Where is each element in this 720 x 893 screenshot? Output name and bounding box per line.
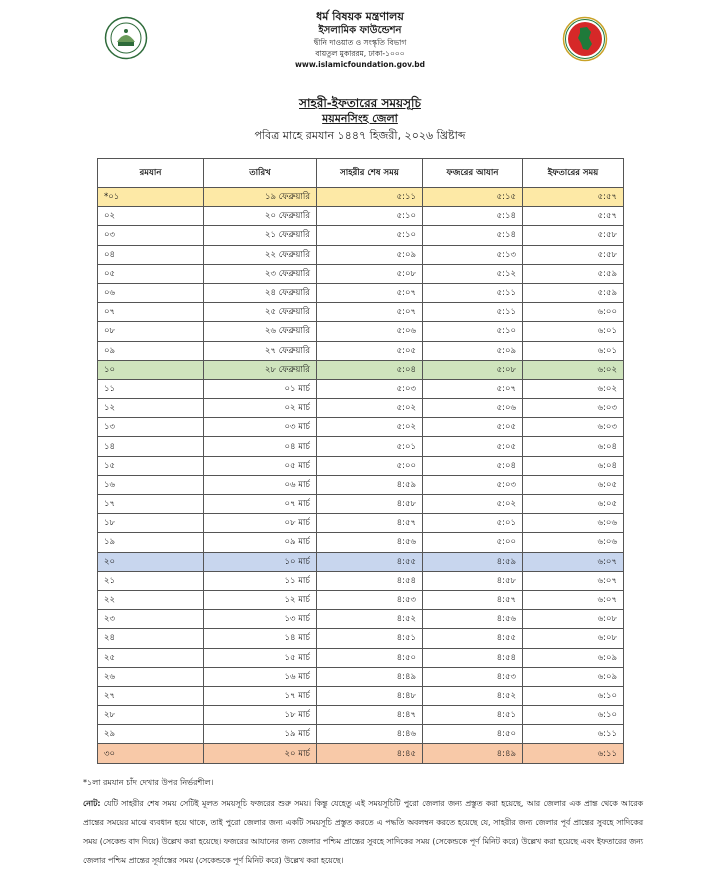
fajr-time-cell: ৫:০৮ xyxy=(423,360,523,379)
iftar-time-cell: ৬:০৬ xyxy=(523,514,624,533)
iftar-time-cell: ৬:০৯ xyxy=(523,648,624,667)
table-row xyxy=(98,245,624,264)
date-cell: ২৬ ফেব্রুয়ারি xyxy=(204,322,317,341)
iftar-time-cell: ৬:০৫ xyxy=(523,495,624,514)
iftar-time-cell: ৬:১০ xyxy=(523,706,624,725)
ramadan-day-cell: ০৪ xyxy=(98,245,204,264)
date-cell: ১৬ মার্চ xyxy=(204,667,317,686)
date-cell: ১৫ মার্চ xyxy=(204,648,317,667)
ramadan-day-cell: ০৮ xyxy=(98,322,204,341)
table-row xyxy=(98,264,624,283)
date-cell: ০৬ মার্চ xyxy=(204,475,317,494)
ramadan-day-cell: ২৯ xyxy=(98,725,204,744)
sehri-time-cell: ৫:০২ xyxy=(317,418,423,437)
table-row xyxy=(98,322,624,341)
date-cell: ০৮ মার্চ xyxy=(204,514,317,533)
fajr-time-cell: ৫:১৪ xyxy=(423,226,523,245)
sehri-time-cell: ৫:০৯ xyxy=(317,245,423,264)
date-cell: ০১ মার্চ xyxy=(204,379,317,398)
date-cell: ২০ মার্চ xyxy=(204,744,317,763)
fajr-time-cell: ৪:৫১ xyxy=(423,706,523,725)
ramadan-day-cell: ১১ xyxy=(98,379,204,398)
sehri-time-cell: ৪:৫৯ xyxy=(317,475,423,494)
iftar-time-cell: ৫:৫৭ xyxy=(523,207,624,226)
sehri-time-cell: ৫:০২ xyxy=(317,399,423,418)
table-row xyxy=(98,303,624,322)
iftar-time-cell: ৬:০৬ xyxy=(523,533,624,552)
iftar-time-cell: ৬:০০ xyxy=(523,303,624,322)
date-cell: ১৯ মার্চ xyxy=(204,725,317,744)
fajr-time-cell: ৪:৫৮ xyxy=(423,571,523,590)
date-cell: ১৯ ফেব্রুয়ারি xyxy=(204,188,317,207)
ramadan-day-cell: ১৬ xyxy=(98,475,204,494)
fajr-time-cell: ৪:৫৭ xyxy=(423,590,523,609)
fajr-time-cell: ৫:০০ xyxy=(423,533,523,552)
ramadan-day-cell: ৩০ xyxy=(98,744,204,763)
sehri-time-cell: ৫:০৮ xyxy=(317,264,423,283)
fajr-time-cell: ৫:১৩ xyxy=(423,245,523,264)
iftar-time-cell: ৬:০৭ xyxy=(523,571,624,590)
iftar-time-cell: ৬:০৪ xyxy=(523,456,624,475)
title-block xyxy=(0,95,720,145)
sehri-time-cell: ৫:০৭ xyxy=(317,303,423,322)
table-row xyxy=(98,495,624,514)
header-fajr-azan: ফজরের আযান xyxy=(423,159,523,188)
date-cell: ১৭ মার্চ xyxy=(204,686,317,705)
ramadan-day-cell: ১৫ xyxy=(98,456,204,475)
header-iftar-time: ইফতারের সময় xyxy=(523,159,624,188)
fajr-time-cell: ৫:০৫ xyxy=(423,418,523,437)
table-row xyxy=(98,418,624,437)
table-row xyxy=(98,706,624,725)
table-row xyxy=(98,629,624,648)
sehri-time-cell: ৪:৫২ xyxy=(317,610,423,629)
fajr-time-cell: ৫:০৫ xyxy=(423,437,523,456)
fajr-time-cell: ৫:১১ xyxy=(423,303,523,322)
sehri-time-cell: ৪:৫৮ xyxy=(317,495,423,514)
fajr-time-cell: ৪:৫৪ xyxy=(423,648,523,667)
sehri-time-cell: ৫:১১ xyxy=(317,188,423,207)
table-row xyxy=(98,571,624,590)
sehri-time-cell: ৪:৪৬ xyxy=(317,725,423,744)
ramadan-day-cell: ০৬ xyxy=(98,283,204,302)
table-row xyxy=(98,590,624,609)
date-cell: ২৩ ফেব্রুয়ারি xyxy=(204,264,317,283)
schedule-table xyxy=(97,158,624,764)
sehri-time-cell: ৪:৫৬ xyxy=(317,533,423,552)
schedule-subtitle: পবিত্র মাহে রমযান ১৪৪৭ হিজরী, ২০২৬ খ্রিষ্টাব্দ xyxy=(254,129,466,142)
iftar-time-cell: ৬:০২ xyxy=(523,379,624,398)
ministry-name: ধর্ম বিষয়ক মন্ত্রণালয় xyxy=(316,10,404,23)
fajr-time-cell: ৫:০৩ xyxy=(423,475,523,494)
ramadan-day-cell: ১৯ xyxy=(98,533,204,552)
ramadan-day-cell: ০২ xyxy=(98,207,204,226)
fajr-time-cell: ৫:০৭ xyxy=(423,379,523,398)
sehri-time-cell: ৪:৫০ xyxy=(317,648,423,667)
header-sehri-end: সাহরীর শেষ সময় xyxy=(317,159,423,188)
table-row xyxy=(98,360,624,379)
table-row xyxy=(98,188,624,207)
sehri-time-cell: ৫:০০ xyxy=(317,456,423,475)
address: বায়তুল মুকাররম, ঢাকা-১০০০ xyxy=(315,49,405,58)
ramadan-day-cell: ২৮ xyxy=(98,706,204,725)
islamic-foundation-seal-icon xyxy=(104,16,148,60)
moon-sighting-footnote: *১লা রমযান চাঁদ দেখার উপর নির্ভরশীল। xyxy=(83,778,214,787)
date-cell: ১৩ মার্চ xyxy=(204,610,317,629)
table-row xyxy=(98,667,624,686)
iftar-time-cell: ৬:০১ xyxy=(523,322,624,341)
organization-name: ইসলামিক ফাউন্ডেশন xyxy=(318,25,402,36)
ramadan-day-cell: ২৭ xyxy=(98,686,204,705)
iftar-time-cell: ৬:০৭ xyxy=(523,552,624,571)
ramadan-day-cell: ২৫ xyxy=(98,648,204,667)
date-cell: ০৫ মার্চ xyxy=(204,456,317,475)
note-label: নোট: xyxy=(83,799,101,808)
note-text: যেটি সাহরীর শেষ সময় সেটিই মূলত সময়সূচি ফজরের শুরু সময়। কিন্তু যেহেতু এই সময়সূচিটি পুরো জেলার জন্য প্রস্তুত করা হয়েছে, আর জেলার এক প্রান্ত থেকে আরেক প্রান্তের সময়ের মাঝে ব্যবধান হয়ে থাকে, তাই পুরো জেলার জন্য একটি সময়সূচি প্রস্তুত করতে এ পদ্ধতি অবলম্বন করতে হয়েছে যে, সাহরীর জন্য জেলার পূর্ব প্রান্তের সুবহে সাদিকের সময় (সেকেন্ড বাদ দিয়ে) উল্লেখ করা হয়েছে। ফজরের আযানের জন্য জেলার পশ্চিম প্রান্তের সুবহে সাদিকের সময় (সেকেন্ডকে পূর্ণ মিনিট করে) উল্লেখ করা হয়েছে এবং ইফতারের জন্য জেলার পশ্চিম প্রান্তের সূর্যাস্তের সময় (সেকেন্ডকে পূর্ণ মিনিট করে) উল্লেখ করা হয়েছে। xyxy=(83,799,643,865)
ramadan-day-cell: ২৬ xyxy=(98,667,204,686)
sehri-time-cell: ৫:১০ xyxy=(317,207,423,226)
sehri-time-cell: ৪:৫৭ xyxy=(317,514,423,533)
district-name: ময়মনসিংহ জেলা xyxy=(322,112,398,125)
header-date: তারিখ xyxy=(204,159,317,188)
fajr-time-cell: ৫:০৪ xyxy=(423,456,523,475)
sehri-time-cell: ৫:০৩ xyxy=(317,379,423,398)
ramadan-day-cell: ০৫ xyxy=(98,264,204,283)
sehri-time-cell: ৪:৫১ xyxy=(317,629,423,648)
iftar-time-cell: ৬:০২ xyxy=(523,360,624,379)
sehri-time-cell: ৪:৪৮ xyxy=(317,686,423,705)
iftar-time-cell: ৬:০৪ xyxy=(523,437,624,456)
table-row xyxy=(98,552,624,571)
fajr-time-cell: ৫:১৫ xyxy=(423,188,523,207)
table-row xyxy=(98,475,624,494)
ramadan-day-cell: ১৩ xyxy=(98,418,204,437)
fajr-time-cell: ৪:৫২ xyxy=(423,686,523,705)
sehri-time-cell: ৫:০৭ xyxy=(317,283,423,302)
table-row xyxy=(98,725,624,744)
table-header-row xyxy=(98,159,624,188)
iftar-time-cell: ৬:০৩ xyxy=(523,418,624,437)
iftar-time-cell: ৬:০৮ xyxy=(523,610,624,629)
fajr-time-cell: ৫:০২ xyxy=(423,495,523,514)
sehri-time-cell: ৪:৪৫ xyxy=(317,744,423,763)
table-row xyxy=(98,610,624,629)
fajr-time-cell: ৪:৫৬ xyxy=(423,610,523,629)
iftar-time-cell: ৬:১১ xyxy=(523,744,624,763)
fajr-time-cell: ৪:৪৯ xyxy=(423,744,523,763)
date-cell: ০৪ মার্চ xyxy=(204,437,317,456)
iftar-time-cell: ৫:৫৮ xyxy=(523,226,624,245)
schedule-title: সাহরী-ইফতারের সময়সূচি xyxy=(299,96,421,110)
date-cell: ২৮ ফেব্রুয়ারি xyxy=(204,360,317,379)
sehri-time-cell: ৫:০৫ xyxy=(317,341,423,360)
date-cell: ১১ মার্চ xyxy=(204,571,317,590)
date-cell: ২৪ ফেব্রুয়ারি xyxy=(204,283,317,302)
date-cell: ১০ মার্চ xyxy=(204,552,317,571)
fajr-time-cell: ৫:১০ xyxy=(423,322,523,341)
ramadan-day-cell: ২৩ xyxy=(98,610,204,629)
date-cell: ২১ ফেব্রুয়ারি xyxy=(204,226,317,245)
sehri-time-cell: ৪:৫৩ xyxy=(317,590,423,609)
table-row xyxy=(98,207,624,226)
iftar-time-cell: ৬:০৩ xyxy=(523,399,624,418)
fajr-time-cell: ৫:১২ xyxy=(423,264,523,283)
note-paragraph xyxy=(83,794,643,870)
ramadan-day-cell: ১০ xyxy=(98,360,204,379)
website: www.islamicfoundation.gov.bd xyxy=(294,60,426,69)
date-cell: ০৭ মার্চ xyxy=(204,495,317,514)
ramadan-day-cell: ১৪ xyxy=(98,437,204,456)
ramadan-day-cell: ২২ xyxy=(98,590,204,609)
table-row xyxy=(98,437,624,456)
ramadan-day-cell: ২০ xyxy=(98,552,204,571)
ramadan-day-cell: *০১ xyxy=(98,188,204,207)
fajr-time-cell: ৫:১১ xyxy=(423,283,523,302)
fajr-time-cell: ৪:৫৯ xyxy=(423,552,523,571)
fajr-time-cell: ৫:০৬ xyxy=(423,399,523,418)
fajr-time-cell: ৪:৫৫ xyxy=(423,629,523,648)
date-cell: ০৩ মার্চ xyxy=(204,418,317,437)
date-cell: ২৫ ফেব্রুয়ারি xyxy=(204,303,317,322)
sehri-time-cell: ৪:৫৪ xyxy=(317,571,423,590)
sehri-time-cell: ৫:১০ xyxy=(317,226,423,245)
sehri-time-cell: ৪:৪৭ xyxy=(317,706,423,725)
sehri-time-cell: ৪:৪৯ xyxy=(317,667,423,686)
table-row xyxy=(98,533,624,552)
fajr-time-cell: ৫:০১ xyxy=(423,514,523,533)
bangladesh-government-emblem-icon xyxy=(562,16,608,62)
sehri-time-cell: ৫:০৬ xyxy=(317,322,423,341)
ramadan-day-cell: ০৯ xyxy=(98,341,204,360)
iftar-time-cell: ৬:০৭ xyxy=(523,590,624,609)
ramadan-day-cell: ১৭ xyxy=(98,495,204,514)
iftar-time-cell: ৫:৫৯ xyxy=(523,283,624,302)
iftar-time-cell: ৬:০৯ xyxy=(523,667,624,686)
department-name: দ্বীনি দাওয়াত ও সংস্কৃতি বিভাগ xyxy=(313,38,407,47)
sehri-time-cell: ৫:০৪ xyxy=(317,360,423,379)
iftar-time-cell: ৫:৫৯ xyxy=(523,264,624,283)
table-row xyxy=(98,399,624,418)
ramadan-day-cell: ২৪ xyxy=(98,629,204,648)
date-cell: ১৪ মার্চ xyxy=(204,629,317,648)
table-row xyxy=(98,341,624,360)
table-row xyxy=(98,379,624,398)
date-cell: ২২ ফেব্রুয়ারি xyxy=(204,245,317,264)
table-row xyxy=(98,686,624,705)
fajr-time-cell: ৫:১৪ xyxy=(423,207,523,226)
ramadan-day-cell: ০৭ xyxy=(98,303,204,322)
date-cell: ২০ ফেব্রুয়ারি xyxy=(204,207,317,226)
ramadan-day-cell: ২১ xyxy=(98,571,204,590)
header-ramadan: রমযান xyxy=(98,159,204,188)
iftar-time-cell: ৫:৫৭ xyxy=(523,188,624,207)
iftar-time-cell: ৬:১০ xyxy=(523,686,624,705)
ramadan-day-cell: ১২ xyxy=(98,399,204,418)
table-row xyxy=(98,226,624,245)
date-cell: ০২ মার্চ xyxy=(204,399,317,418)
document-header xyxy=(0,8,720,90)
ramadan-day-cell: ১৮ xyxy=(98,514,204,533)
iftar-time-cell: ৬:১১ xyxy=(523,725,624,744)
table-row xyxy=(98,283,624,302)
date-cell: ১২ মার্চ xyxy=(204,590,317,609)
fajr-time-cell: ৫:০৯ xyxy=(423,341,523,360)
fajr-time-cell: ৪:৫৩ xyxy=(423,667,523,686)
date-cell: ১৮ মার্চ xyxy=(204,706,317,725)
iftar-time-cell: ৬:০৫ xyxy=(523,475,624,494)
ramadan-day-cell: ০৩ xyxy=(98,226,204,245)
date-cell: ২৭ ফেব্রুয়ারি xyxy=(204,341,317,360)
table-row xyxy=(98,514,624,533)
table-row xyxy=(98,648,624,667)
table-row xyxy=(98,744,624,763)
iftar-time-cell: ৬:০৮ xyxy=(523,629,624,648)
date-cell: ০৯ মার্চ xyxy=(204,533,317,552)
iftar-time-cell: ৬:০১ xyxy=(523,341,624,360)
sehri-time-cell: ৫:০১ xyxy=(317,437,423,456)
sehri-time-cell: ৪:৫৫ xyxy=(317,552,423,571)
fajr-time-cell: ৪:৫০ xyxy=(423,725,523,744)
iftar-time-cell: ৫:৫৮ xyxy=(523,245,624,264)
table-row xyxy=(98,456,624,475)
